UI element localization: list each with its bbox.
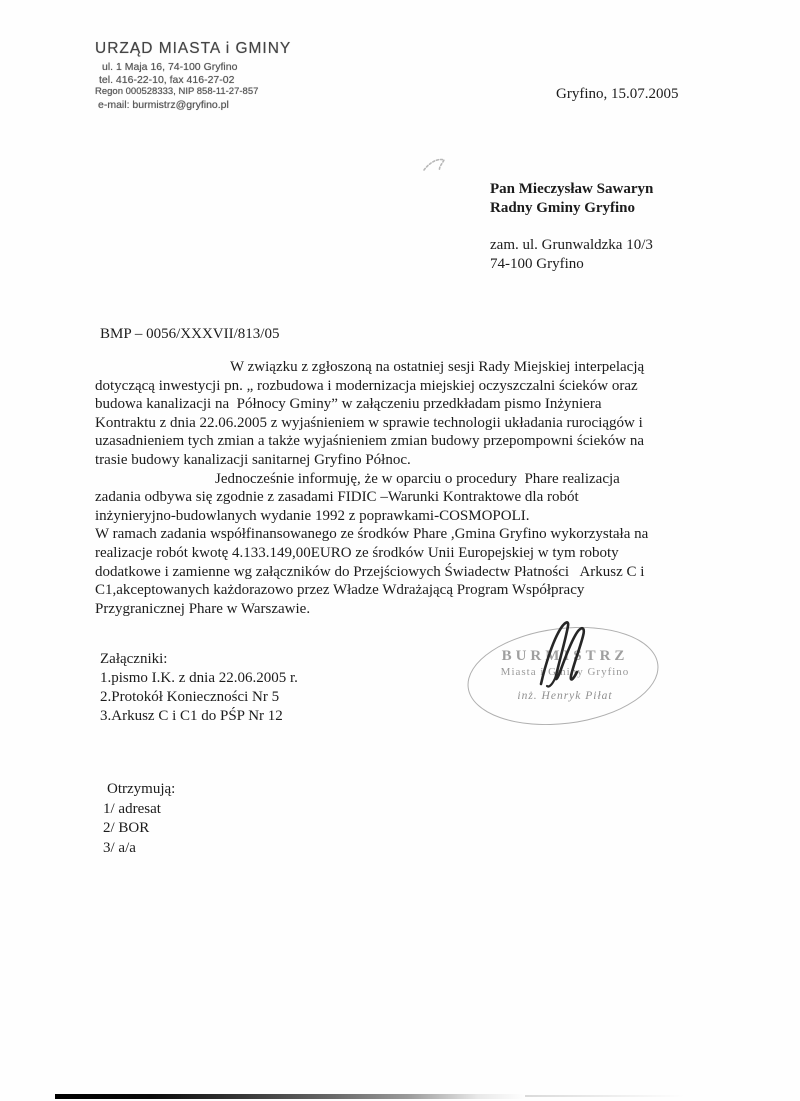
distribution-item: 3/ a/a <box>103 839 136 856</box>
attachment-item: 1.pismo I.K. z dnia 22.06.2005 r. <box>100 670 298 686</box>
body-line: zadania odbywa się zgodnie z zasadami FIDIC –Warunki Kontraktowe dla robót <box>95 489 579 506</box>
body-line: dodatkowe i zamienne wg załączników do Przejściowych Świadectw Płatności Arkusz C i <box>95 563 645 580</box>
body-line: uzasadnieniem tych zmian a także wyjaśnieniem zmian budowy przepompowni ścieków na <box>95 433 644 450</box>
body-line: Jednocześnie informuję, że w oparciu o procedury Phare realizacja <box>215 470 620 487</box>
body-line: dotyczącą inwestycji pn. „ rozbudowa i modernizacja miejskiej oczyszczalni ścieków oraz <box>95 377 638 394</box>
stamp-signer-name: inż. Henryk Piłat <box>517 690 613 702</box>
recipient-address-line1: zam. ul. Grunwaldzka 10/3 <box>490 237 653 253</box>
handwritten-signature <box>523 606 603 696</box>
attachments-heading: Załączniki: <box>100 651 168 667</box>
body-line: C1,akceptowanych każdorazowo przez Władze Wdrażającą Program Współpracy <box>95 582 585 599</box>
body-line: W związku z zgłoszoną na ostatniej sesji Rady Miejskiej interpelacją <box>230 359 645 375</box>
letterhead-email: e-mail: burmistrz@gryfino.pl <box>98 98 229 111</box>
body-line: Przygranicznej Phare w Warszawie. <box>95 600 311 617</box>
reference-number: BMP – 0056/XXXVII/813/05 <box>100 326 280 342</box>
scan-artifact-bar-faint <box>525 1095 685 1097</box>
letterhead-office-name: URZĄD MIASTA i GMINY <box>95 40 292 57</box>
mayor-stamp <box>455 618 675 738</box>
body-line: budowa kanalizacji na Północy Gminy” w załączeniu przedkładam pismo Inżyniera <box>95 396 602 413</box>
letterhead <box>95 40 355 111</box>
dateline: Gryfino, 15.07.2005 <box>556 86 679 102</box>
attachment-item: 3.Arkusz C i C1 do PŚP Nr 12 <box>100 708 283 724</box>
letter-body <box>95 358 723 618</box>
letterhead-telephone: tel. 416-22-10, fax 416-27-02 <box>99 73 235 86</box>
scan-artifact-bar <box>55 1094 525 1099</box>
stamp-subtitle: Miasta i Gminy Gryfino <box>500 666 630 678</box>
attachment-item: 2.Protokół Konieczności Nr 5 <box>100 689 280 705</box>
recipient-block <box>490 180 653 274</box>
stamp-title: BURMISTRZ <box>501 648 629 664</box>
recipient-address-line2: 74-100 Gryfino <box>490 256 584 272</box>
recipient-title: Radny Gminy Gryfino <box>490 200 636 216</box>
body-line: inżynieryjno-budowlanych wydanie 1992 z poprawkami-COSMOPOLI. <box>95 507 530 524</box>
distribution-item: 1/ adresat <box>103 800 161 817</box>
body-line: Kontraktu z dnia 22.06.2005 z wyjaśnieniem w sprawie technologii układania rurociągów i <box>95 414 643 431</box>
stray-pen-mark <box>418 148 458 185</box>
body-line: trasie budowy kanalizacji sanitarnej Gryfino Północ. <box>95 451 411 468</box>
attachments-block <box>100 650 298 726</box>
letterhead-address: ul. 1 Maja 16, 74-100 Gryfino <box>102 61 238 73</box>
recipient-name: Pan Mieczysław Sawaryn <box>490 181 654 197</box>
distribution-item: 2/ BOR <box>103 820 150 836</box>
distribution-block <box>103 780 175 858</box>
body-line: realizacje robót kwotę 4.133.149,00EURO ze środków Unii Europejskiej w tym roboty <box>95 544 619 561</box>
body-line: W ramach zadania współfinansowanego ze środków Phare ,Gmina Gryfino wykorzystała na <box>95 526 649 543</box>
letterhead-regon-nip: Regon 000528333, NIP 858-11-27-857 <box>95 86 259 97</box>
distribution-heading: Otrzymują: <box>107 781 176 797</box>
